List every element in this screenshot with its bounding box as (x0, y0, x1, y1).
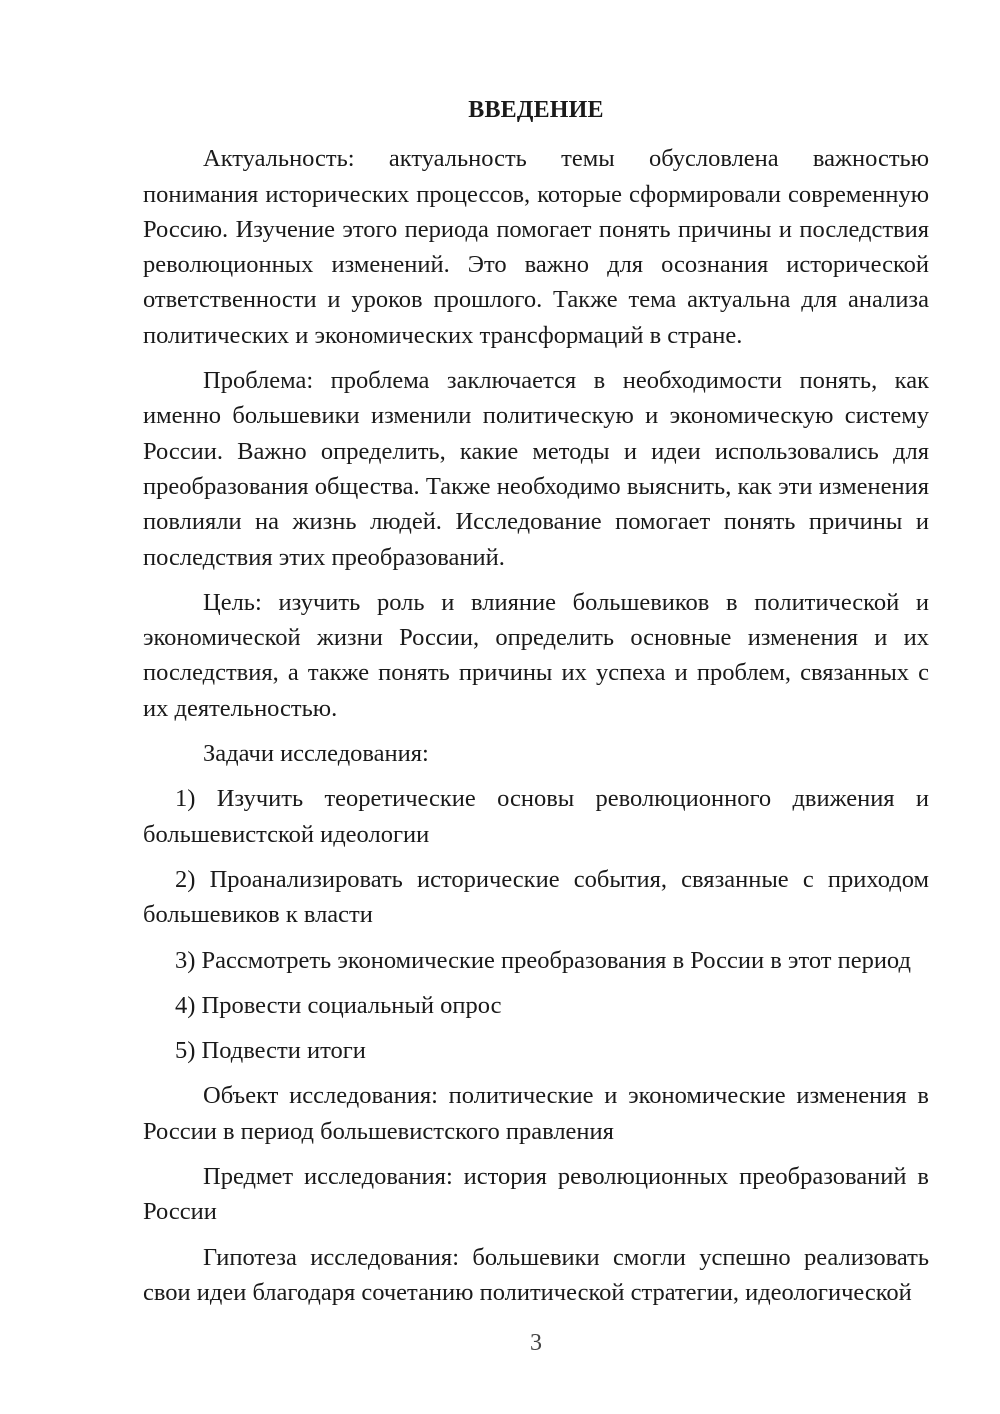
relevance-paragraph: Актуальность: актуальность темы обусловлена важностью понимания исторических процессов, которые сформировали современную Россию. Изучение этого периода помогает понять причины и последствия революционных изменений. Это важно для осознания исторической ответственности и уроков прошлого. Также тема актуальна для анализа политических и экономических трансформаций в стране. (143, 145, 929, 349)
page-number: 3 (530, 1330, 542, 1356)
section-title: ВВЕДЕНИЕ (468, 97, 604, 123)
object-paragraph: Объект исследования: политические и экономические изменения в России в период большевистского правления (143, 1082, 929, 1145)
goal-paragraph: Цель: изучить роль и влияние большевиков в политической и экономической жизни России, определить основные изменения и их последствия, а также понять причины их успеха и проблем, связанных с их деятельностью. (143, 588, 929, 722)
tasks-heading: Задачи исследования: (203, 740, 429, 768)
hypothesis-paragraph: Гипотеза исследования: большевики смогли успешно реализовать свои идеи благодаря сочетанию политической стратегии, идеологической (143, 1243, 929, 1306)
task-item: 1) Изучить теоретические основы революционного движения и большевистской идеологии (143, 785, 929, 848)
subject-paragraph: Предмет исследования: история революционных преобразований в России (143, 1163, 929, 1226)
task-item: 4) Провести социальный опрос (175, 991, 502, 1019)
task-item: 2) Проанализировать исторические события, связанные с приходом большевиков к власти (143, 865, 929, 929)
task-item: 5) Подвести итоги (175, 1037, 366, 1065)
page-content (143, 93, 929, 1320)
problem-paragraph: Проблема: проблема заключается в необходимости понять, как именно большевики изменили политическую и экономическую систему России. Важно определить, какие методы и идеи использовались для преобразования общества. Также необходимо выяснить, как эти изменения повлияли на жизнь людей. Исследование помогает понять причины и последствия этих преобразований. (143, 367, 929, 571)
task-item: 3) Рассмотреть экономические преобразования в России в этот период (175, 946, 911, 974)
